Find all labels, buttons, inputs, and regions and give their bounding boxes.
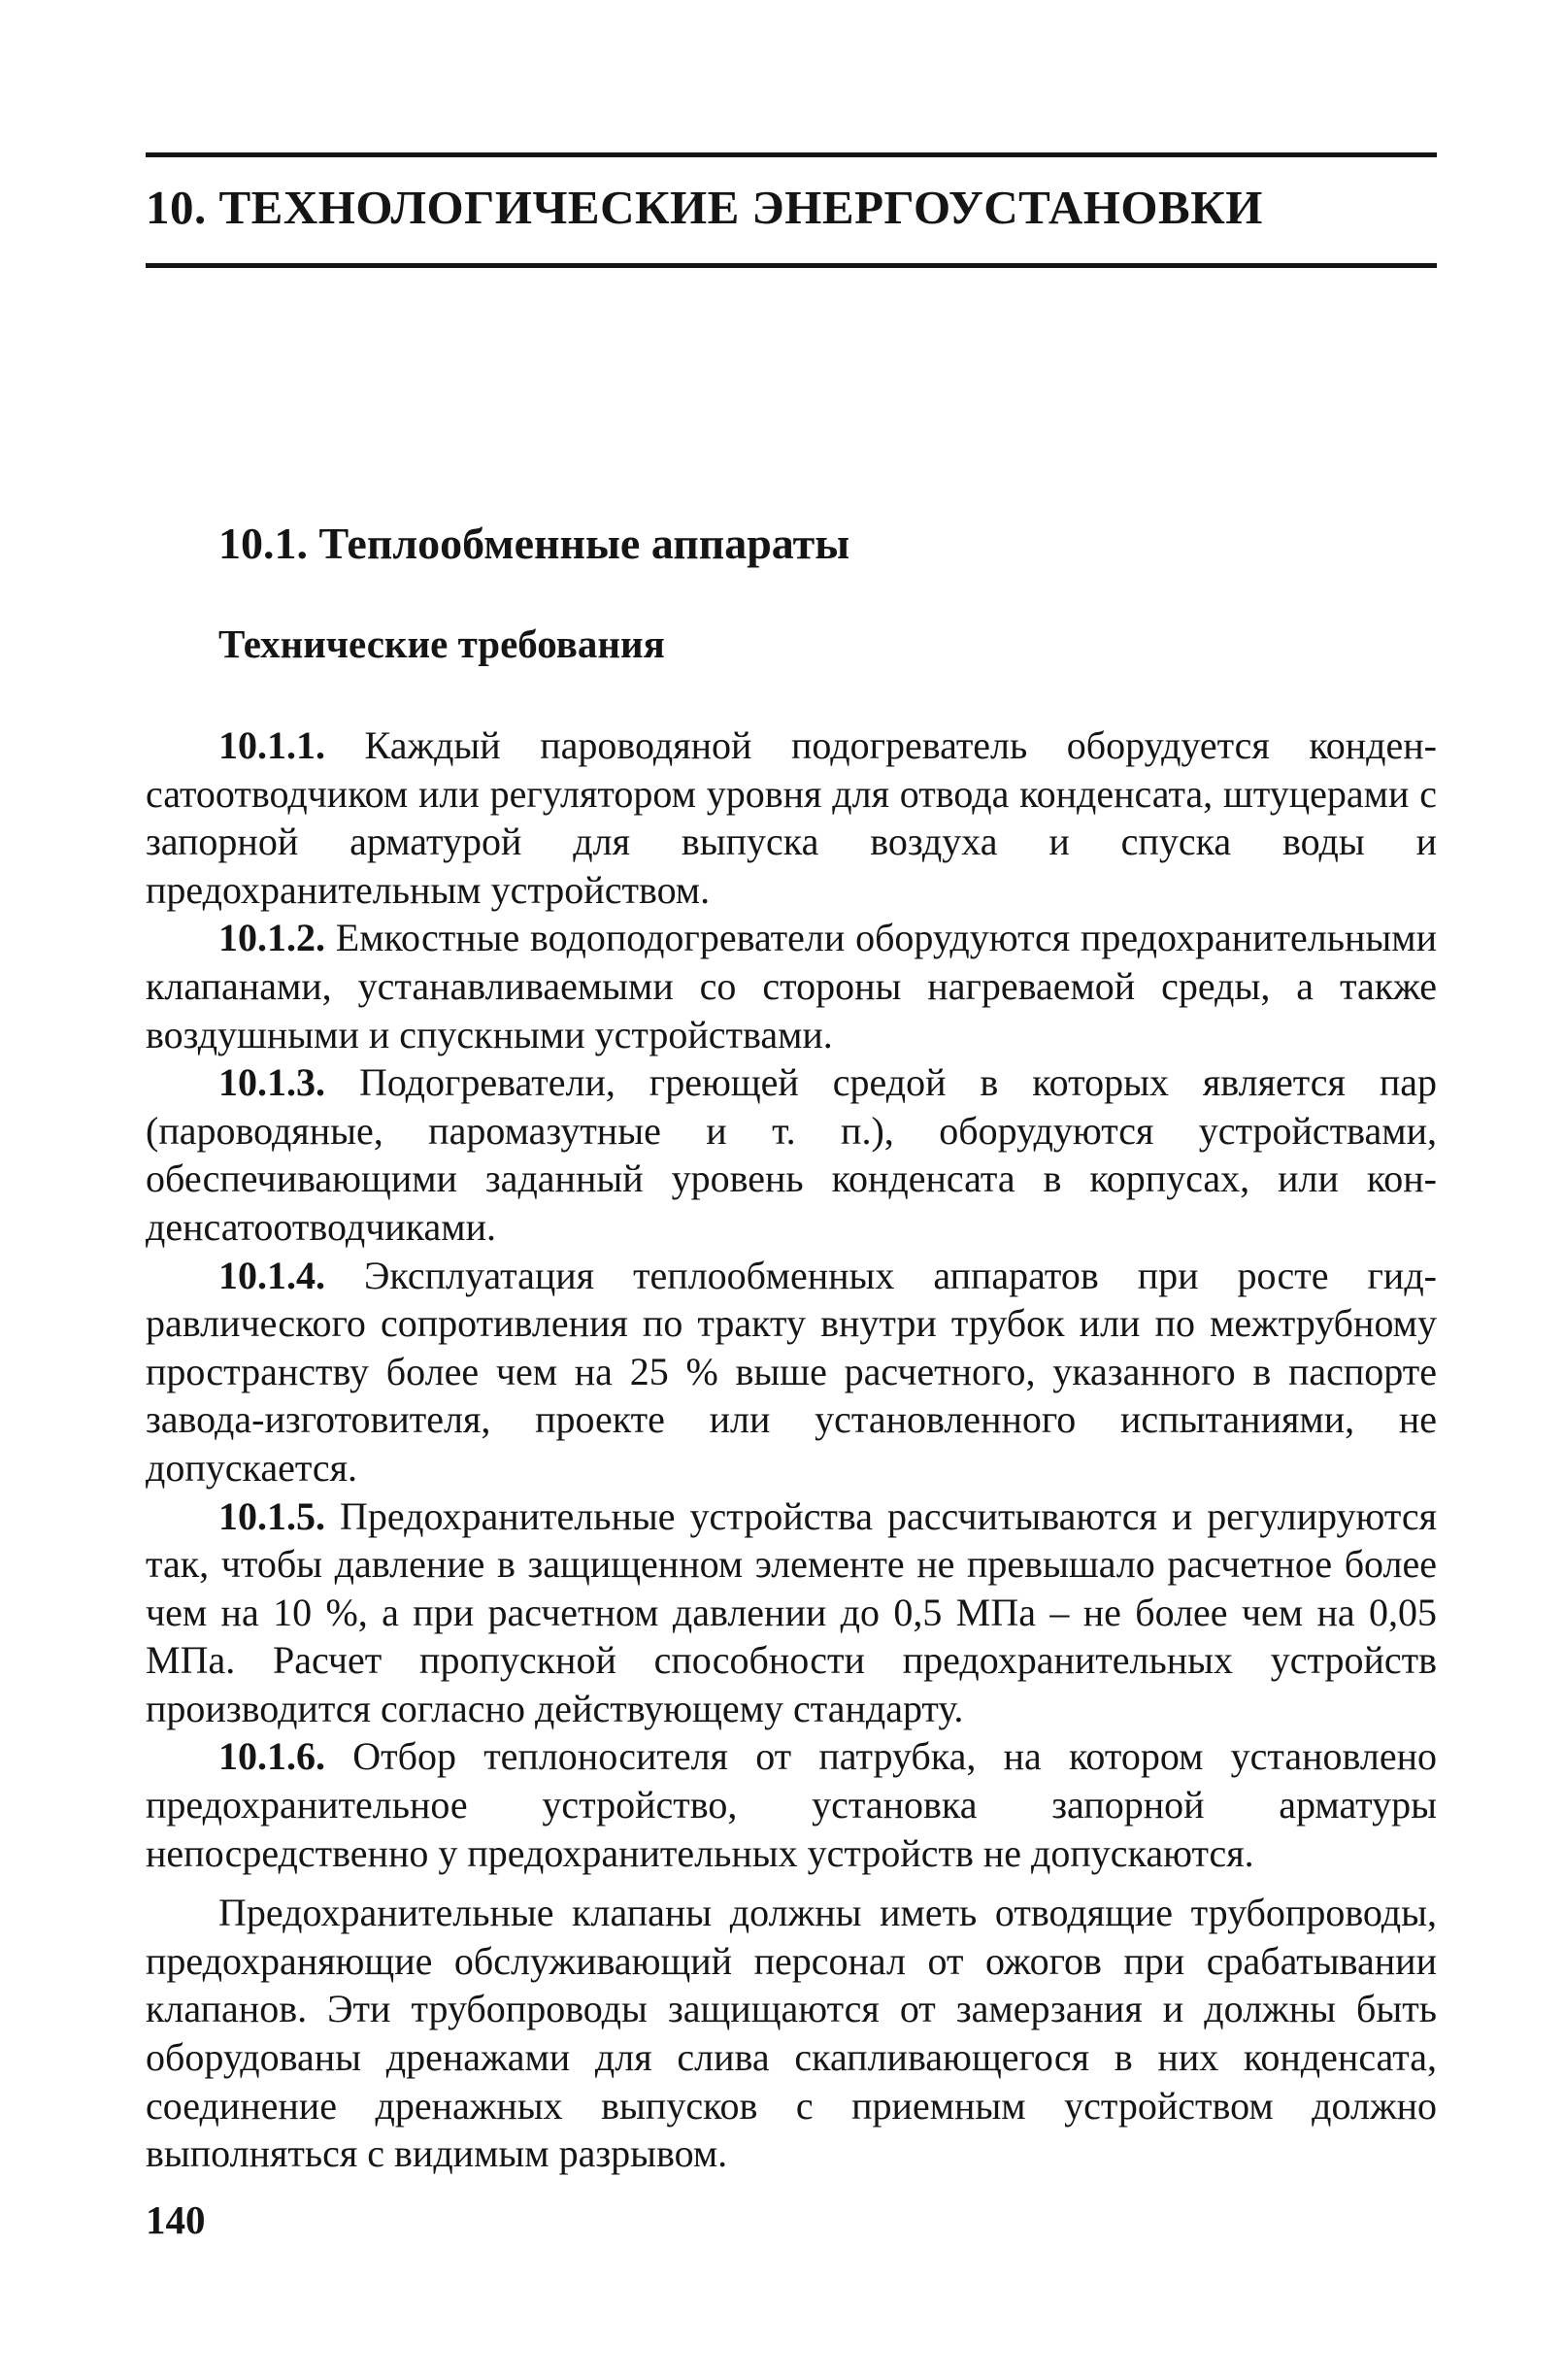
header-rule-bottom [146,263,1437,268]
body-text [146,721,1437,2178]
paragraph-10-1-6 [146,1732,1437,1877]
closing-paragraph: Предохранительные клапаны должны иметь отводящие трубопроводы, предохраняющие обслуживающий персонал от ожогов при срабатывании клапанов. Эти трубопроводы защищаются от замерзания и должны быть оборудованы дренажами для слива скапливающегося в них конденсата, соединение дренажных выпусков с приемным устройством должно выполняться с видимым разрывом. [146,1891,1437,2176]
clause-number: 10.1.3. [218,1060,325,1105]
clause-text: Предохранительные устройства рассчитываются и регулируются так, чтобы давление в защищенном элементе не превышало расчетное более чем на 10 %, а при расчетном давлении до 0,5 МПа – не более чем на 0,05 МПа. Расчет пропускной способности предохранительных устройств производится согласно действующему стандарту. [146,1493,1437,1730]
paragraph-10-1-2 [146,914,1437,1058]
clause-number: 10.1.2. [218,916,325,960]
clause-text: Подогреватели, греющей средой в которых является пар (пароводяные, паромазутные и т. п.), оборудуются устройствами, обеспечивающими заданный уровень конденсата в корпусах, или конденсатоотводчиками. [146,1060,1437,1249]
clause-number: 10.1.6. [218,1734,325,1779]
clause-text: Емкостные водоподогреватели оборудуются предохранительными клапанами, устанавливаемыми со стороны нагреваемой среды, а также воздушными и спускными устройствами. [146,916,1437,1056]
clause-number: 10.1.5. [218,1493,325,1538]
page-number: 140 [146,2197,206,2242]
paragraph-10-1-1 [146,721,1437,914]
clause-text: Отбор теплоносителя от патрубка, на котором установлено предохранительное устройство, установка запорной арматуры непосредственно у предохранительных устройств не допускаются. [146,1734,1437,1875]
clause-number: 10.1.1. [218,723,325,767]
paragraph-10-1-3 [146,1058,1437,1251]
chapter-title: 10. ТЕХНОЛОГИЧЕСКИЕ ЭНЕРГОУСТАНОВКИ [146,181,1263,234]
paragraph-10-1-4 [146,1252,1437,1492]
clause-text: Эксплуатация теплообменных аппаратов при росте гидравлического сопротивления по тракту внутри трубок или по межтрубному пространству более чем на 25 % выше расчетного, указанного в паспорте завода-изготовителя, проекте или установленного испытаниями, не допускается. [146,1253,1437,1490]
section-title: 10.1. Теплообменные аппараты [218,519,850,568]
clause-number: 10.1.4. [218,1253,325,1297]
clause-text: Каждый пароводяной подогреватель оборудуется конденсатоотводчиком или регулятором уровня для отвода конденсата, штуцерами с запорной арматурой для выпуска воздуха и спуска воды и предохранительным устройством. [146,723,1437,912]
header-rule-top [146,152,1437,157]
subsection-title: Технические требования [218,621,665,666]
paragraph-10-1-5 [146,1492,1437,1733]
